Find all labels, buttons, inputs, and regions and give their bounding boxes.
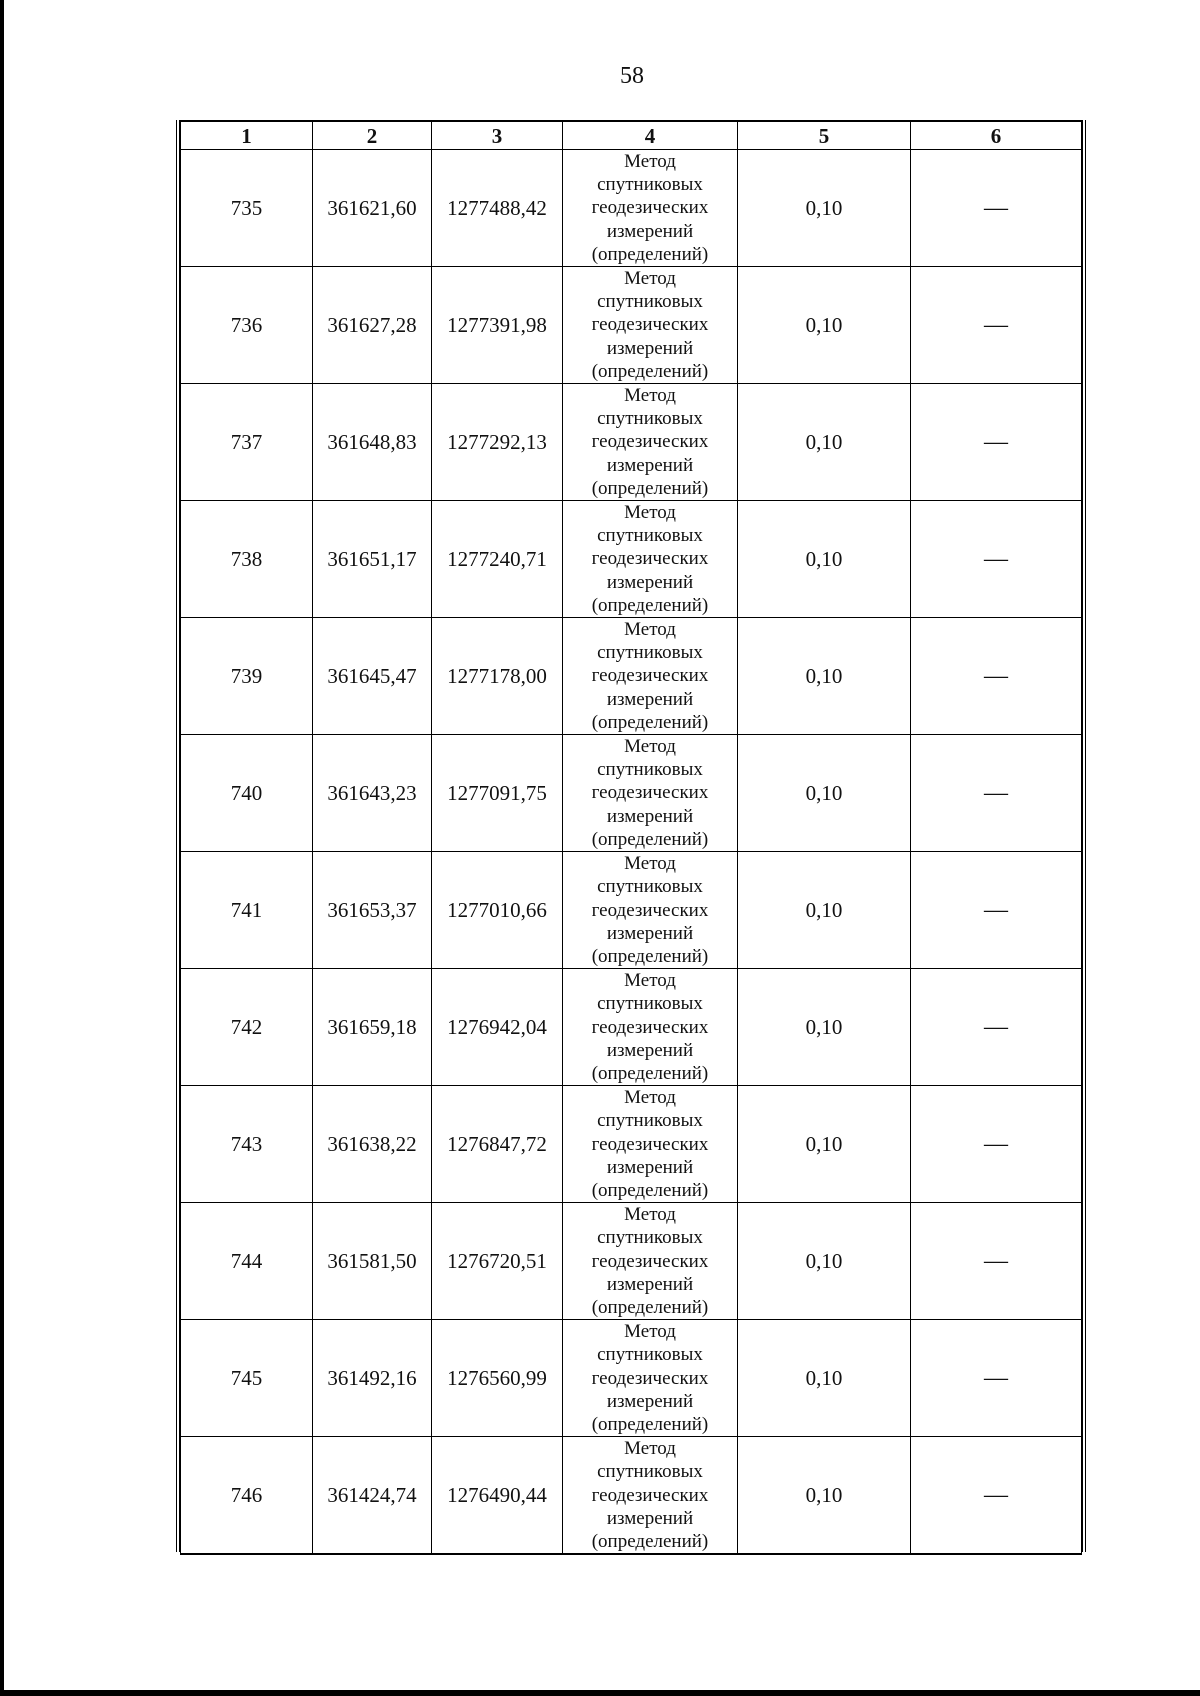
table-row — [181, 501, 1082, 618]
y-coordinate-cell: 1276490,44 — [432, 1437, 563, 1555]
x-coordinate-cell: 361643,23 — [313, 735, 432, 852]
x-coordinate-cell: 361645,47 — [313, 618, 432, 735]
point-number-cell: 738 — [181, 501, 313, 618]
note-cell: — — [911, 384, 1082, 501]
table-row — [181, 735, 1082, 852]
note-cell: — — [911, 618, 1082, 735]
method-line: Метод — [624, 1438, 676, 1460]
method-line: Метод — [624, 619, 676, 641]
method-line: измерений — [606, 454, 694, 476]
method-cell — [563, 267, 738, 384]
method-line: геодезических — [591, 899, 709, 921]
method-line: спутниковых — [597, 174, 703, 196]
table-row — [181, 1203, 1082, 1320]
accuracy-cell: 0,10 — [738, 150, 911, 267]
method-line: геодезических — [591, 1484, 709, 1506]
accuracy-cell: 0,10 — [738, 267, 911, 384]
x-coordinate-cell: 361659,18 — [313, 969, 432, 1086]
method-text — [563, 1086, 737, 1202]
x-coordinate-cell: 361648,83 — [313, 384, 432, 501]
method-line: измерений — [606, 1156, 694, 1178]
method-line: (определений) — [591, 945, 709, 967]
method-text — [563, 1437, 737, 1553]
point-number-cell: 744 — [181, 1203, 313, 1320]
accuracy-cell: 0,10 — [738, 618, 911, 735]
method-line: Метод — [624, 385, 676, 407]
method-line: измерений — [606, 1039, 694, 1061]
x-coordinate-cell: 361424,74 — [313, 1437, 432, 1555]
method-line: измерений — [606, 688, 694, 710]
method-line: геодезических — [591, 197, 709, 219]
method-cell — [563, 1203, 738, 1320]
method-cell — [563, 618, 738, 735]
method-line: измерений — [606, 1390, 694, 1412]
method-line: (определений) — [591, 243, 709, 265]
point-number-cell: 736 — [181, 267, 313, 384]
note-cell: — — [911, 1437, 1082, 1555]
method-line: (определений) — [591, 594, 709, 616]
x-coordinate-cell: 361653,37 — [313, 852, 432, 969]
method-line: геодезических — [591, 782, 709, 804]
x-coordinate-cell: 361651,17 — [313, 501, 432, 618]
note-cell: — — [911, 969, 1082, 1086]
table-header-row — [181, 121, 1082, 150]
method-line: (определений) — [591, 828, 709, 850]
method-line: спутниковых — [597, 1110, 703, 1132]
method-line: спутниковых — [597, 642, 703, 664]
method-text — [563, 501, 737, 617]
method-line: геодезических — [591, 665, 709, 687]
method-line: (определений) — [591, 1179, 709, 1201]
method-cell — [563, 735, 738, 852]
table-row — [181, 1320, 1082, 1437]
coordinates-table — [180, 120, 1082, 1555]
method-line: Метод — [624, 151, 676, 172]
y-coordinate-cell: 1277292,13 — [432, 384, 563, 501]
method-line: геодезических — [591, 1250, 709, 1272]
method-line: спутниковых — [597, 759, 703, 781]
column-header-5: 5 — [738, 121, 911, 150]
method-cell — [563, 384, 738, 501]
method-text — [563, 384, 737, 500]
method-line: спутниковых — [597, 1461, 703, 1483]
method-cell — [563, 501, 738, 618]
method-line: Метод — [624, 970, 676, 992]
method-line: измерений — [606, 922, 694, 944]
column-header-3: 3 — [432, 121, 563, 150]
x-coordinate-cell: 361638,22 — [313, 1086, 432, 1203]
point-number-cell: 735 — [181, 150, 313, 267]
method-line: (определений) — [591, 1530, 709, 1552]
method-line: Метод — [624, 502, 676, 524]
point-number-cell: 746 — [181, 1437, 313, 1555]
accuracy-cell: 0,10 — [738, 501, 911, 618]
method-text — [563, 735, 737, 851]
point-number-cell: 740 — [181, 735, 313, 852]
method-line: спутниковых — [597, 876, 703, 898]
scan-edge-left — [0, 0, 4, 1696]
note-cell: — — [911, 1320, 1082, 1437]
method-text — [563, 1203, 737, 1319]
table-row — [181, 384, 1082, 501]
method-line: (определений) — [591, 1413, 709, 1435]
method-line: (определений) — [591, 360, 709, 382]
x-coordinate-cell: 361492,16 — [313, 1320, 432, 1437]
method-line: Метод — [624, 1204, 676, 1226]
point-number-cell: 739 — [181, 618, 313, 735]
y-coordinate-cell: 1277178,00 — [432, 618, 563, 735]
column-header-6: 6 — [911, 121, 1082, 150]
page-number: 58 — [620, 63, 644, 89]
method-cell — [563, 150, 738, 267]
method-line: спутниковых — [597, 1344, 703, 1366]
method-text — [563, 267, 737, 383]
y-coordinate-cell: 1276847,72 — [432, 1086, 563, 1203]
method-text — [563, 1320, 737, 1436]
note-cell: — — [911, 735, 1082, 852]
method-text — [563, 618, 737, 734]
method-cell — [563, 852, 738, 969]
method-cell — [563, 969, 738, 1086]
accuracy-cell: 0,10 — [738, 735, 911, 852]
method-line: измерений — [606, 220, 694, 242]
scan-edge-bottom — [0, 1690, 1200, 1696]
note-cell: — — [911, 501, 1082, 618]
table-row — [181, 150, 1082, 267]
table-row — [181, 618, 1082, 735]
column-header-4: 4 — [563, 121, 738, 150]
method-line: геодезических — [591, 1367, 709, 1389]
method-text — [563, 969, 737, 1085]
y-coordinate-cell: 1277488,42 — [432, 150, 563, 267]
point-number-cell: 741 — [181, 852, 313, 969]
table-row — [181, 1086, 1082, 1203]
point-number-cell: 737 — [181, 384, 313, 501]
accuracy-cell: 0,10 — [738, 969, 911, 1086]
method-line: спутниковых — [597, 993, 703, 1015]
note-cell: — — [911, 1086, 1082, 1203]
method-line: измерений — [606, 571, 694, 593]
method-line: (определений) — [591, 477, 709, 499]
method-line: Метод — [624, 1321, 676, 1343]
method-line: геодезических — [591, 314, 709, 336]
column-header-1: 1 — [181, 121, 313, 150]
method-line: Метод — [624, 736, 676, 758]
method-line: Метод — [624, 853, 676, 875]
method-line: измерений — [606, 337, 694, 359]
table-row — [181, 852, 1082, 969]
note-cell: — — [911, 1203, 1082, 1320]
accuracy-cell: 0,10 — [738, 1437, 911, 1555]
method-line: (определений) — [591, 1062, 709, 1084]
method-text — [563, 150, 737, 266]
method-line: (определений) — [591, 711, 709, 733]
point-number-cell: 743 — [181, 1086, 313, 1203]
y-coordinate-cell: 1277240,71 — [432, 501, 563, 618]
point-number-cell: 742 — [181, 969, 313, 1086]
method-line: геодезических — [591, 1133, 709, 1155]
y-coordinate-cell: 1276720,51 — [432, 1203, 563, 1320]
x-coordinate-cell: 361627,28 — [313, 267, 432, 384]
method-cell — [563, 1437, 738, 1555]
method-line: геодезических — [591, 431, 709, 453]
method-line: Метод — [624, 268, 676, 290]
accuracy-cell: 0,10 — [738, 1086, 911, 1203]
method-line: спутниковых — [597, 291, 703, 313]
method-text — [563, 852, 737, 968]
method-line: геодезических — [591, 548, 709, 570]
method-line: геодезических — [591, 1016, 709, 1038]
y-coordinate-cell: 1277091,75 — [432, 735, 563, 852]
method-cell — [563, 1320, 738, 1437]
point-number-cell: 745 — [181, 1320, 313, 1437]
accuracy-cell: 0,10 — [738, 1203, 911, 1320]
table-body — [181, 150, 1082, 1555]
accuracy-cell: 0,10 — [738, 1320, 911, 1437]
method-line: измерений — [606, 1273, 694, 1295]
x-coordinate-cell: 361581,50 — [313, 1203, 432, 1320]
method-line: спутниковых — [597, 408, 703, 430]
table-row — [181, 1437, 1082, 1555]
note-cell: — — [911, 852, 1082, 969]
method-line: (определений) — [591, 1296, 709, 1318]
coordinates-table-frame — [176, 120, 1086, 1552]
method-line: измерений — [606, 1507, 694, 1529]
y-coordinate-cell: 1277391,98 — [432, 267, 563, 384]
accuracy-cell: 0,10 — [738, 384, 911, 501]
y-coordinate-cell: 1276560,99 — [432, 1320, 563, 1437]
accuracy-cell: 0,10 — [738, 852, 911, 969]
y-coordinate-cell: 1276942,04 — [432, 969, 563, 1086]
note-cell: — — [911, 267, 1082, 384]
x-coordinate-cell: 361621,60 — [313, 150, 432, 267]
method-cell — [563, 1086, 738, 1203]
table-row — [181, 969, 1082, 1086]
method-line: спутниковых — [597, 1227, 703, 1249]
table-row — [181, 267, 1082, 384]
method-line: спутниковых — [597, 525, 703, 547]
y-coordinate-cell: 1277010,66 — [432, 852, 563, 969]
column-header-2: 2 — [313, 121, 432, 150]
note-cell: — — [911, 150, 1082, 267]
method-line: Метод — [624, 1087, 676, 1109]
method-line: измерений — [606, 805, 694, 827]
